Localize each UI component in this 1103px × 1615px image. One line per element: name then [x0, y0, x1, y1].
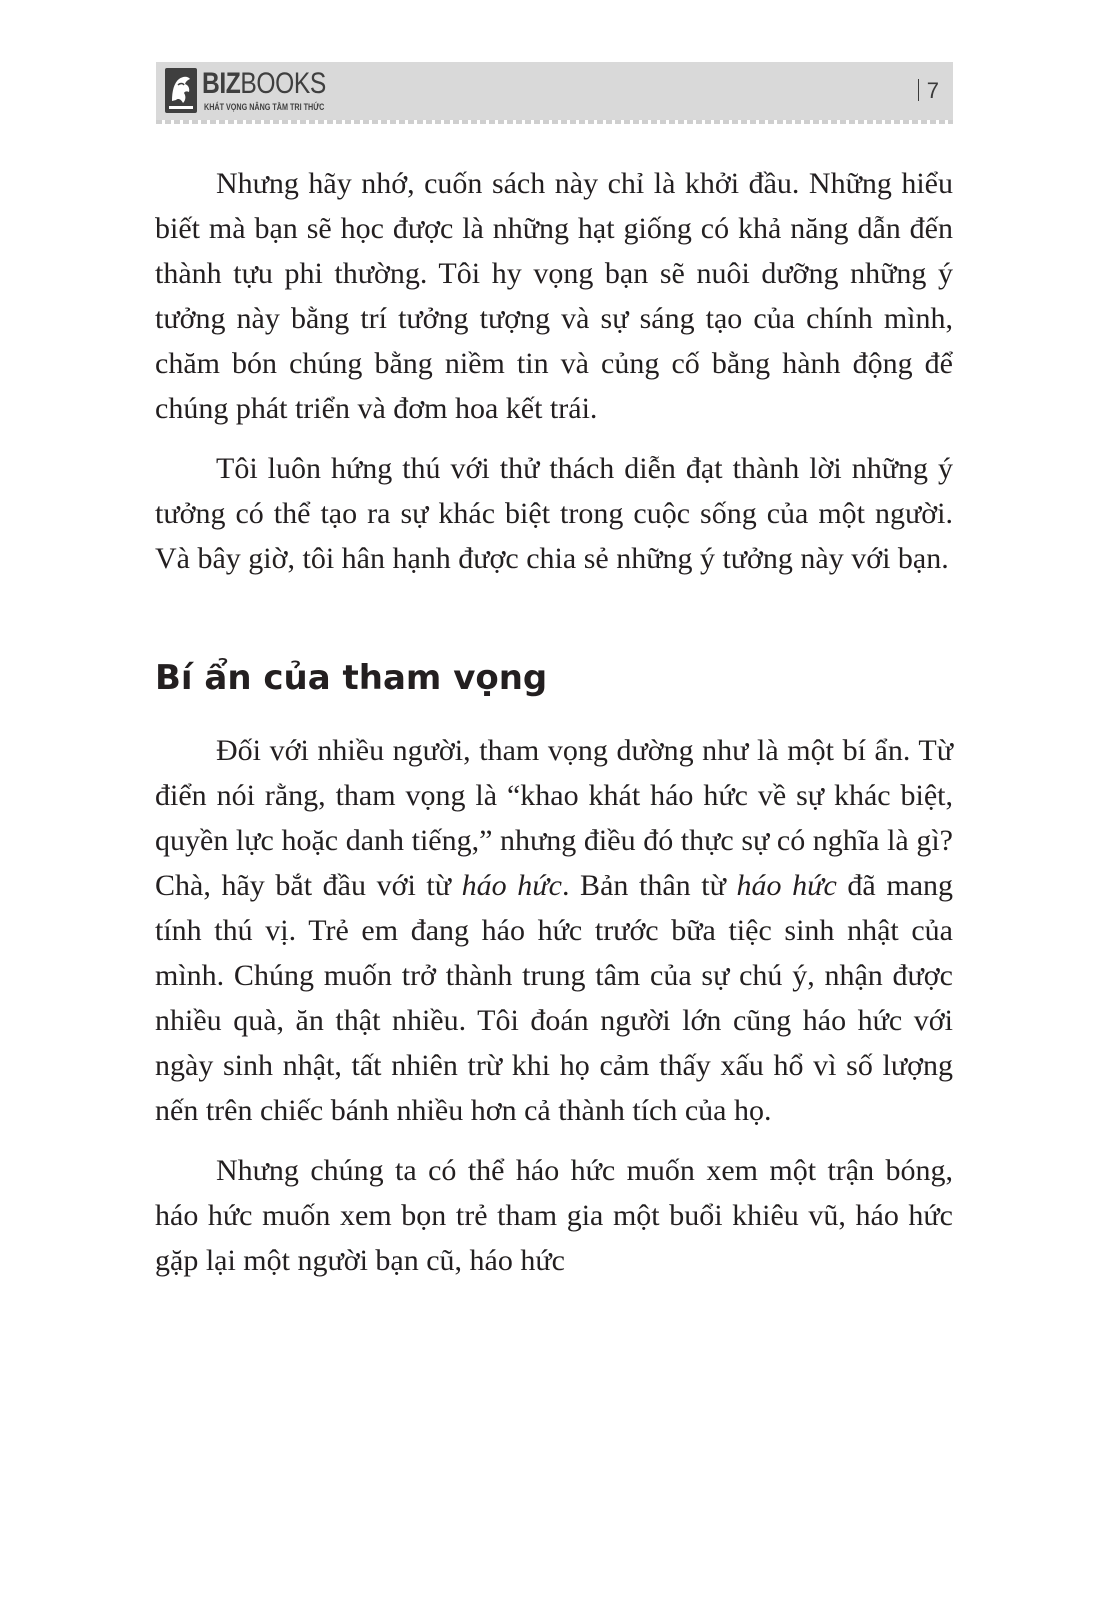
- page-number-divider: [918, 79, 919, 101]
- header-dashed-edge: [156, 120, 953, 124]
- brand-name-light: BOOKS: [240, 67, 326, 100]
- paragraph-3-text-3: đã mang tính thú vị. Trẻ em đang háo hức trước bữa tiệc sinh nhật của mình. Chúng muốn trở thành trung tâm của sự chú ý, nhận được nhiều quà, ăn thật nhiều. Tôi đoán người lớn cũng háo hức với ngày sinh nhật, tất nhiên trừ khi họ cảm thấy xấu hổ vì số lượng nến trên chiếc bánh nhiều hơn cả thành tích của họ.: [155, 869, 954, 1127]
- paragraph-3-italic-1: háo hức: [461, 869, 562, 902]
- brand-tagline: KHÁT VỌNG NÂNG TẦM TRI THỨC: [204, 102, 325, 112]
- page-number: [918, 78, 939, 104]
- paragraph-1: Nhưng hãy nhớ, cuốn sách này chỉ là khởi đầu. Những hiểu biết mà bạn sẽ học được là những hạt giống có khả năng dẫn đến thành tựu phi thường. Tôi hy vọng bạn sẽ nuôi dưỡng những ý tưởng này bằng trí tưởng tượng và sự sáng tạo của chính mình, chăm bón chúng bằng niềm tin và củng cố bằng hành động để chúng phát triển và đơm hoa kết trái.: [155, 167, 953, 425]
- page-header: [156, 62, 953, 120]
- paragraph-3-text-1: Đối với nhiều người, tham vọng dường như là một bí ẩn. Từ điển nói rằng, tham vọng là “khao khát háo hức về sự khác biệt, quyền lực hoặc danh tiếng,” nhưng điều đó thực sự có nghĩa là gì? Chà, hãy bắt đầu với từ: [155, 734, 953, 902]
- section-heading: Bí ẩn của tham vọng: [155, 658, 548, 698]
- brand-name-bold: BIZ: [202, 67, 241, 100]
- paragraph-2: Tôi luôn hứng thú với thử thách diễn đạt thành lời những ý tưởng có thể tạo ra sự khác biệt trong cuộc sống của một người. Và bây giờ, tôi hân hạnh được chia sẻ những ý tưởng này với bạn.: [155, 452, 953, 575]
- page-number-value: 7: [926, 78, 939, 103]
- brand-name: [202, 68, 326, 100]
- paragraph-3: [155, 728, 953, 1133]
- paragraph-3-text-2: . Bản thân từ: [561, 869, 737, 902]
- bizbooks-logo-icon: [164, 67, 198, 114]
- paragraph-3-italic-2: háo hức: [736, 869, 837, 902]
- page-body: [155, 161, 953, 1283]
- paragraph-4: Nhưng chúng ta có thể háo hức muốn xem một trận bóng, háo hức muốn xem bọn trẻ tham gia một buổi khiêu vũ, háo hức gặp lại một người bạn cũ, háo hức: [155, 1154, 953, 1277]
